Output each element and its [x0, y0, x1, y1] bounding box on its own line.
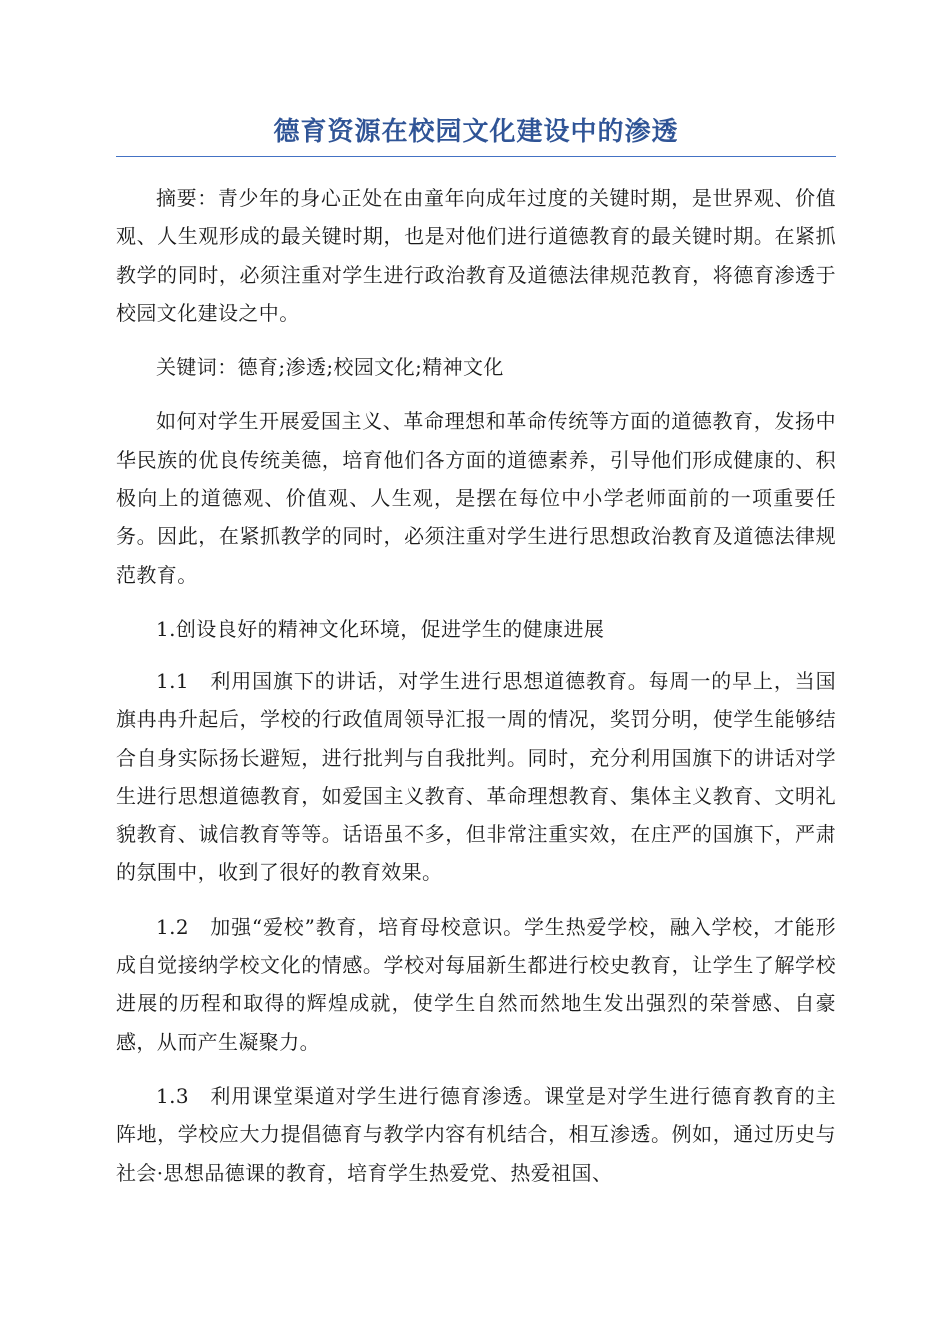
title-underline [116, 156, 836, 157]
section-1-heading: 1.创设良好的精神文化环境，促进学生的健康进展 [156, 616, 605, 641]
section-1-3-paragraph: 1.3 利用课堂渠道对学生进行德育渗透。课堂是对学生进行德育教育的主阵地，学校应大力提倡德育与教学内容有机结合，相互渗透。例如，通过历史与社会·思想品德课的教育，培育学生热爱党、热爱祖国、 [116, 1083, 836, 1185]
abstract-paragraph: 摘要：青少年的身心正处在由童年向成年过度的关键时期，是世界观、价值观、人生观形成的最关键时期，也是对他们进行道德教育的最关键时期。在紧抓教学的同时，必须注重对学生进行政治教育及道德法律规范教育，将德育渗透于校园文化建设之中。 [116, 186, 836, 325]
intro-paragraph: 如何对学生开展爱国主义、革命理想和革命传统等方面的道德教育，发扬中华民族的优良传统美德，培育他们各方面的道德素养，引导他们形成健康的、积极向上的道德观、价值观、人生观，是摆在每位中小学老师面前的一项重要任务。因此，在紧抓教学的同时，必须注重对学生进行思想政治教育及道德法律规范教育。 [116, 409, 836, 587]
section-1-2-paragraph: 1.2 加强“爱校”教育，培育母校意识。学生热爱学校，融入学校，才能形成自觉接纳学校文化的情感。学校对每届新生都进行校史教育，让学生了解学校进展的历程和取得的辉煌成就，使学生自然而然地生发出强烈的荣誉感、自豪感，从而产生凝聚力。 [116, 914, 836, 1054]
document-page [116, 110, 836, 1208]
document-title: 德育资源在校园文化建设中的渗透 [273, 117, 679, 147]
section-1-1-paragraph: 1.1 利用国旗下的讲话，对学生进行思想道德教育。每周一的早上，当国旗冉冉升起后，学校的行政值周领导汇报一周的情况，奖罚分明，使学生能够结合自身实际扬长避短，进行批判与自我批判。同时，充分利用国旗下的讲话对学生进行思想道德教育，如爱国主义教育、革命理想教育、集体主义教育、文明礼貌教育、诚信教育等等。话语虽不多，但非常注重实效，在庄严的国旗下，严肃的氛围中，收到了很好的教育效果。 [116, 668, 836, 885]
keywords-paragraph: 关键词：德育;渗透;校园文化;精神文化 [156, 355, 504, 380]
